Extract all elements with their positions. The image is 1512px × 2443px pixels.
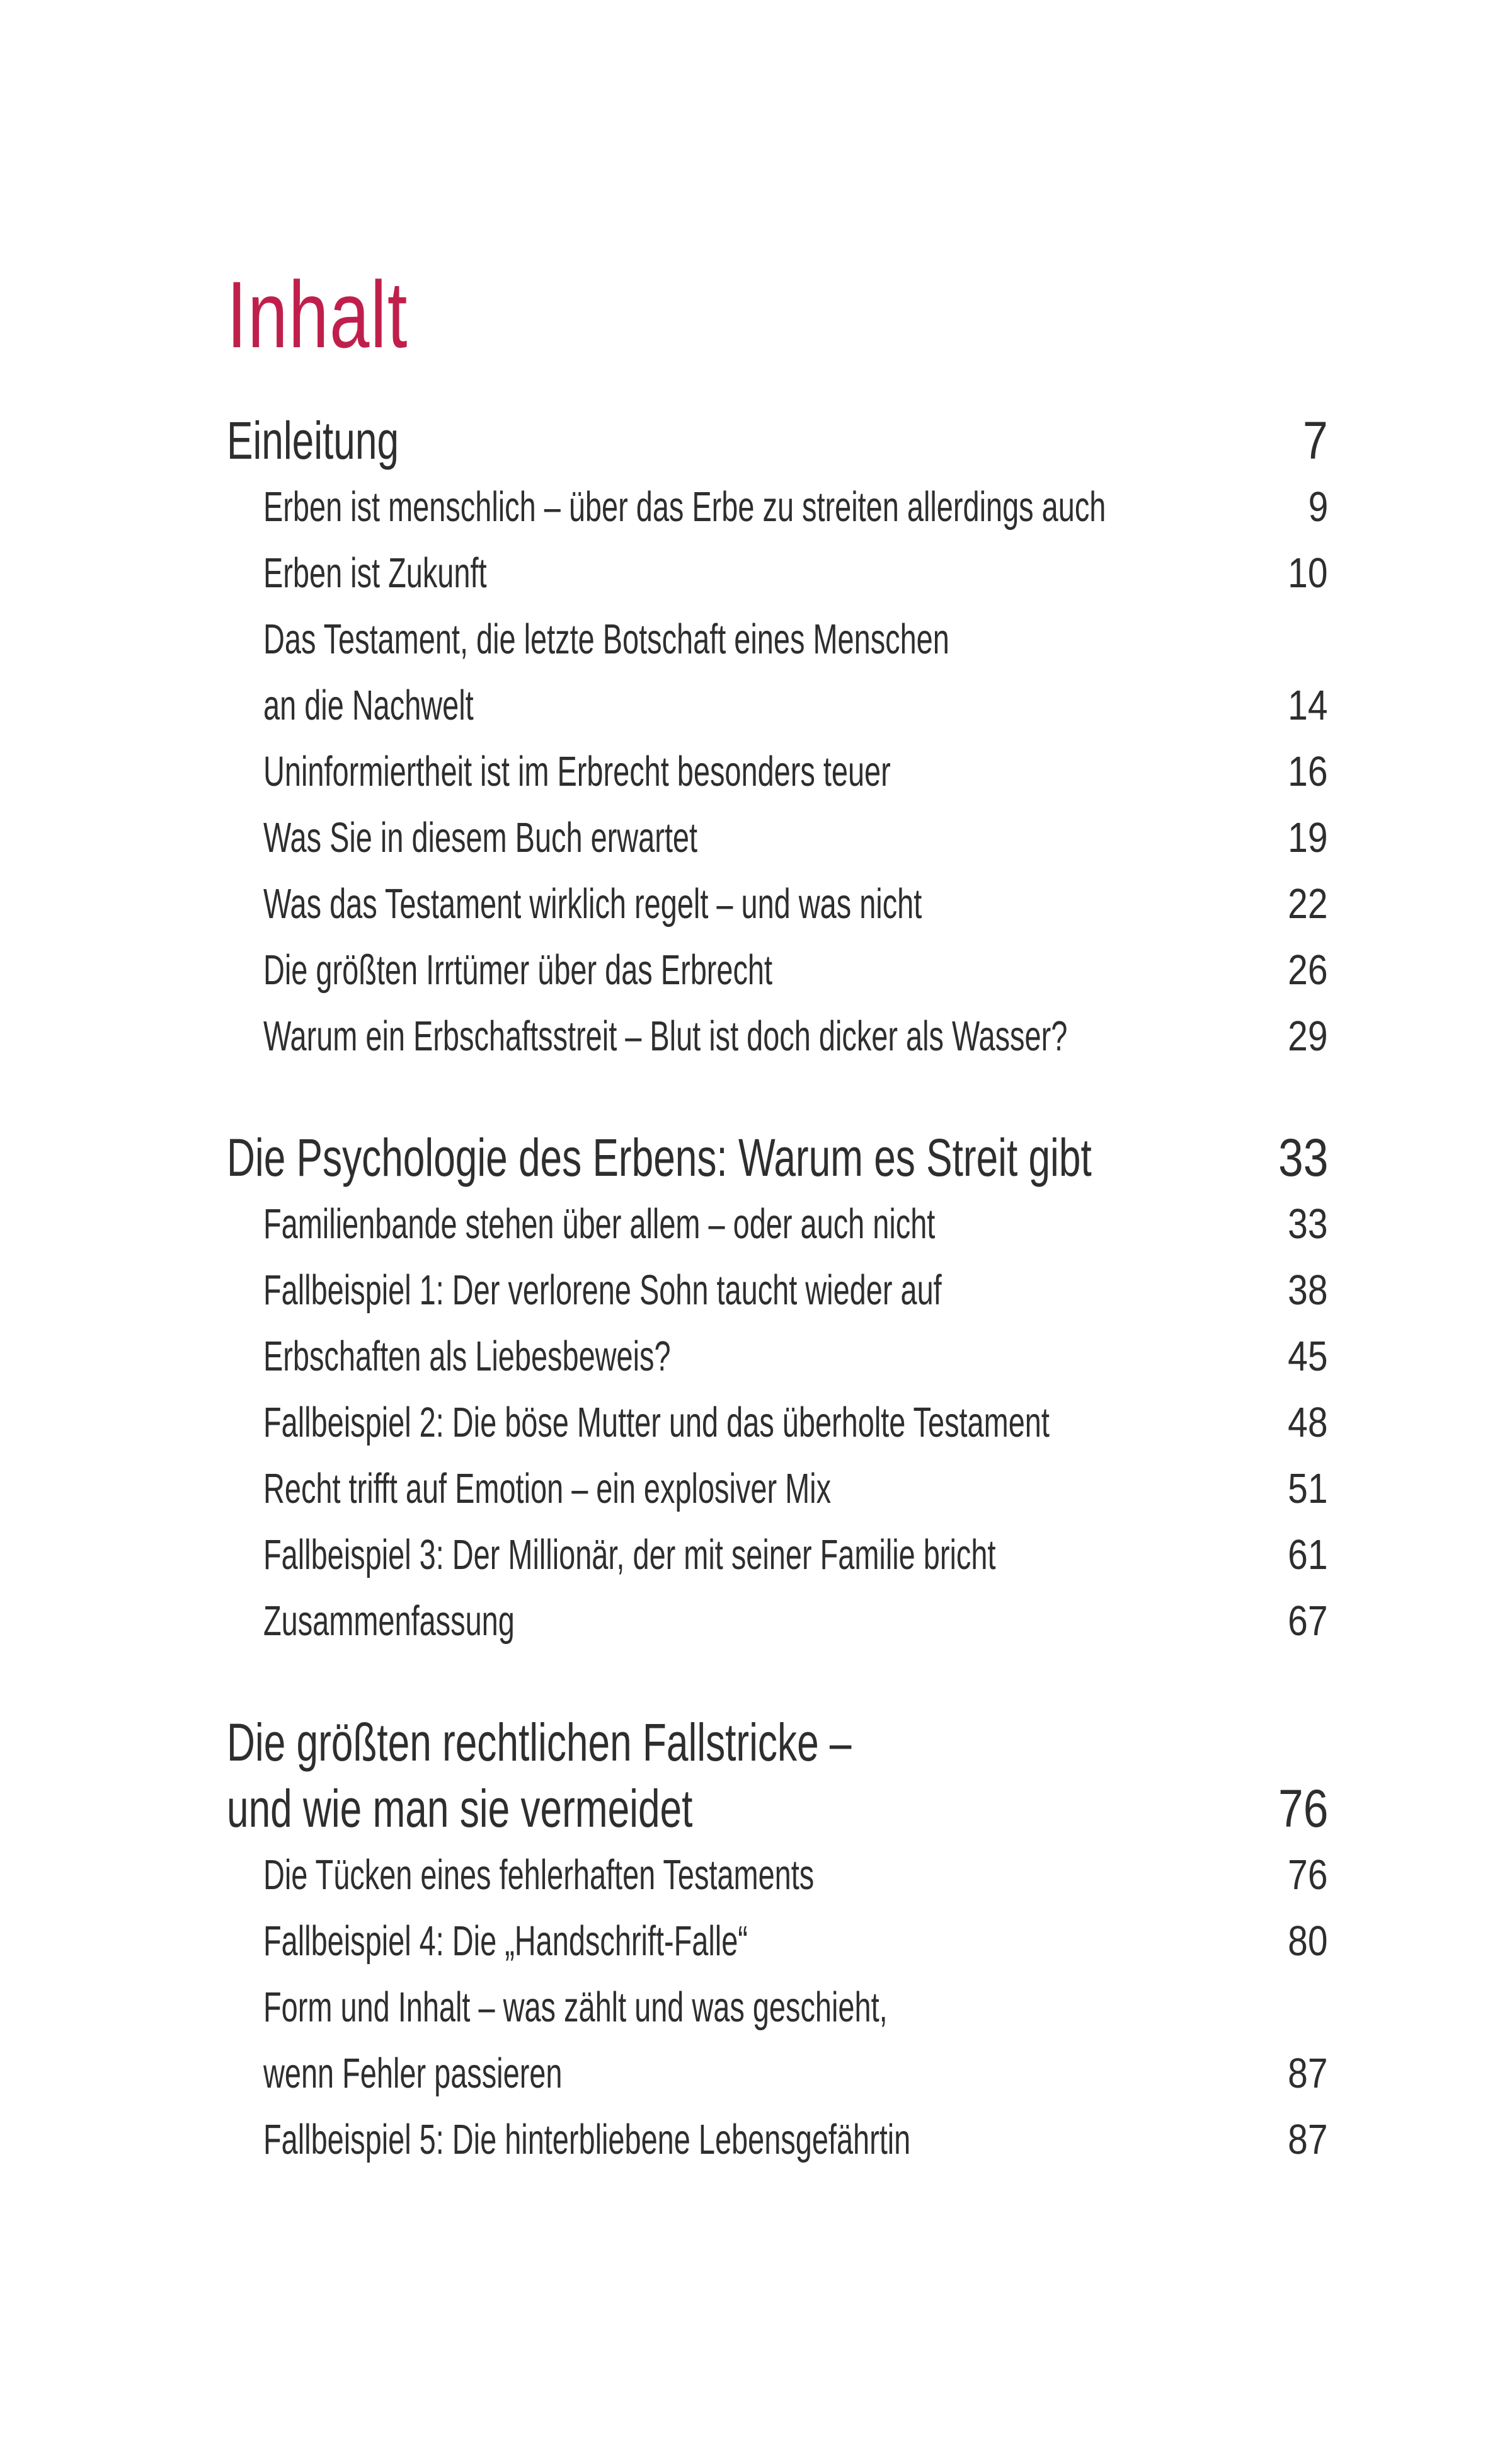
toc-row — [227, 672, 1328, 739]
toc-section — [227, 1125, 1328, 1654]
toc-row — [227, 1974, 1328, 2040]
toc-entry-text: Zusammenfassung — [263, 1597, 515, 1645]
toc-row — [227, 1842, 1328, 1908]
toc-row — [227, 1003, 1328, 1069]
toc-page-number: 26 — [1288, 946, 1328, 994]
toc-entry-text: Uninformiertheit ist im Erbrecht besonders teuer — [263, 748, 891, 795]
toc-entry-text: an die Nachwelt — [263, 682, 474, 729]
toc-page-number: 10 — [1288, 549, 1328, 597]
toc-row — [227, 408, 1328, 474]
toc-page-number: 48 — [1288, 1399, 1328, 1446]
toc-row — [227, 1908, 1328, 1974]
toc-page-number: 38 — [1288, 1267, 1328, 1314]
toc-entry-text: Fallbeispiel 5: Die hinterbliebene Lebensgefährtin — [263, 2116, 911, 2163]
toc-row — [227, 474, 1328, 540]
toc-entry-text: und wie man sie vermeidet — [227, 1779, 693, 1838]
toc-list — [227, 408, 1328, 2173]
toc-page-number: 67 — [1288, 1597, 1328, 1645]
toc-entry-text: Fallbeispiel 2: Die böse Mutter und das überholte Testament — [263, 1399, 1050, 1446]
toc-entry-text: Erbschaften als Liebesbeweis? — [263, 1333, 671, 1380]
toc-page-number: 80 — [1288, 1917, 1328, 1965]
toc-row — [227, 1776, 1328, 1842]
toc-page-number: 87 — [1288, 2050, 1328, 2097]
toc-entry-text: Fallbeispiel 3: Der Millionär, der mit seiner Familie bricht — [263, 1531, 996, 1578]
toc-section — [227, 1710, 1328, 2173]
toc-page-number: 45 — [1288, 1333, 1328, 1380]
toc-row — [227, 1191, 1328, 1257]
toc-row — [227, 540, 1328, 606]
toc-entry-text: Fallbeispiel 1: Der verlorene Sohn taucht wieder auf — [263, 1267, 942, 1314]
toc-entry-text: Die Psychologie des Erbens: Warum es Streit gibt — [227, 1128, 1092, 1187]
toc-row — [227, 937, 1328, 1003]
toc-page-number: 19 — [1288, 814, 1328, 861]
toc-page-number: 14 — [1288, 682, 1328, 729]
toc-section — [227, 408, 1328, 1069]
toc-entry-text: Erben ist menschlich – über das Erbe zu streiten allerdings auch — [263, 483, 1106, 531]
page-title: Inhalt — [227, 262, 409, 367]
toc-row — [227, 1323, 1328, 1389]
toc-page-number: 76 — [1288, 1851, 1328, 1899]
toc-page-number: 61 — [1288, 1531, 1328, 1578]
toc-row — [227, 1389, 1328, 1456]
toc-row — [227, 2040, 1328, 2107]
toc-row — [227, 1257, 1328, 1323]
toc-row — [227, 805, 1328, 871]
toc-entry-text: Was Sie in diesem Buch erwartet — [263, 814, 698, 861]
toc-page-number: 33 — [1288, 1200, 1328, 1248]
toc-entry-text: Einleitung — [227, 411, 399, 470]
toc-entry-text: wenn Fehler passieren — [263, 2050, 563, 2097]
toc-entry-text: Warum ein Erbschaftsstreit – Blut ist doch dicker als Wasser? — [263, 1013, 1068, 1060]
toc-page-number: 9 — [1308, 483, 1328, 531]
toc-entry-text: Erben ist Zukunft — [263, 549, 487, 597]
toc-page-number: 16 — [1288, 748, 1328, 795]
toc-row — [227, 1522, 1328, 1588]
toc-entry-text: Das Testament, die letzte Botschaft eines Menschen — [263, 616, 949, 663]
toc-entry-text: Form und Inhalt – was zählt und was geschieht, — [263, 1984, 888, 2031]
toc-page-number: 7 — [1303, 411, 1328, 470]
toc-row — [227, 1710, 1328, 1776]
toc-page-number: 51 — [1288, 1465, 1328, 1512]
toc-row — [227, 1125, 1328, 1191]
toc-entry-text: Recht trifft auf Emotion – ein explosiver Mix — [263, 1465, 832, 1512]
toc-row — [227, 1588, 1328, 1654]
toc-row — [227, 739, 1328, 805]
toc-row — [227, 606, 1328, 672]
toc-row — [227, 2107, 1328, 2173]
toc-entry-text: Die größten Irrtümer über das Erbrecht — [263, 946, 773, 994]
toc-page-number: 22 — [1288, 880, 1328, 928]
toc-entry-text: Was das Testament wirklich regelt – und was nicht — [263, 880, 922, 928]
toc-row — [227, 1456, 1328, 1522]
toc-row — [227, 871, 1328, 937]
toc-entry-text: Familienbande stehen über allem – oder auch nicht — [263, 1200, 936, 1248]
toc-entry-text: Die größten rechtlichen Fallstricke – — [227, 1713, 852, 1772]
toc-entry-text: Fallbeispiel 4: Die „Handschrift-Falle“ — [263, 1917, 748, 1965]
toc-entry-text: Die Tücken eines fehlerhaften Testaments — [263, 1851, 815, 1899]
toc-page-number: 87 — [1288, 2116, 1328, 2163]
toc-page-number: 29 — [1288, 1013, 1328, 1060]
toc-page-number: 33 — [1278, 1128, 1328, 1187]
toc-page-number: 76 — [1278, 1779, 1328, 1838]
